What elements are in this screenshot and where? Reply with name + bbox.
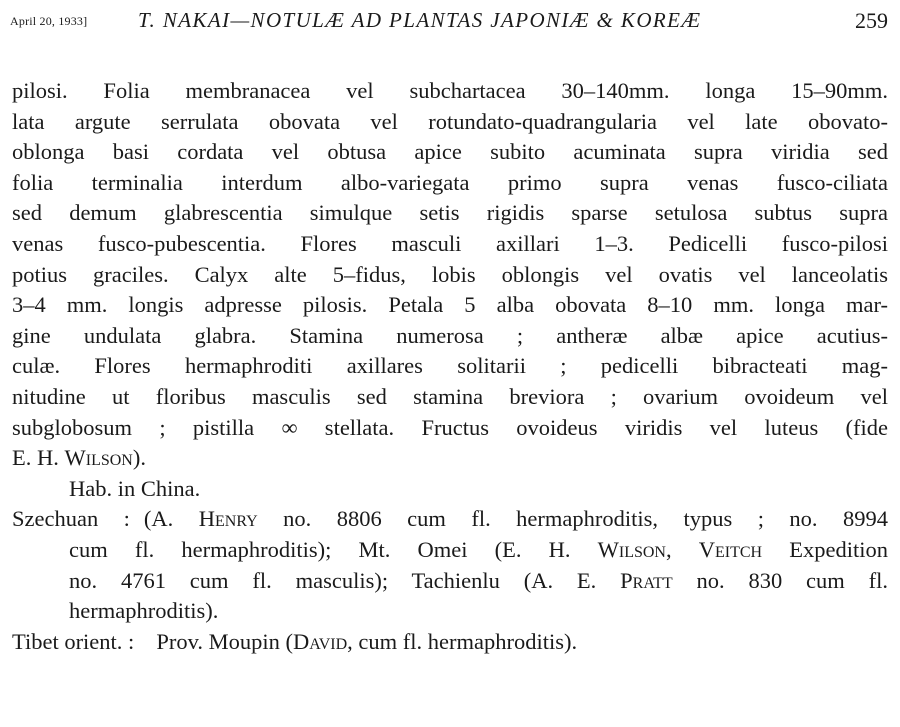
paragraph-line: venas fusco-pubescentia. Flores masculi axillari 1–3. Pedicelli fusco-pilosi: [12, 230, 888, 256]
paragraph-line: lata argute serrulata obovata vel rotundato-quadrangularia vel late obovato-: [12, 108, 888, 134]
paragraph-line: culæ. Flores hermaphroditi axillares solitarii ; pedicelli bibracteati mag-: [12, 353, 888, 379]
szechuan-line-1: [12, 504, 888, 535]
paragraph-end-prefix: E. H.: [12, 445, 65, 471]
paragraph-line: pilosi. Folia membranacea vel subchartacea 30–140mm. longa 15–90mm.: [12, 78, 888, 103]
citation-text: no. 4761 cum fl. masculis); Tachienlu (A. E.: [69, 567, 621, 593]
citation-text: Prov. Moupin (: [156, 628, 293, 654]
header-running-title: T. NAKAI—NOTULÆ AD PLANTAS JAPONIÆ & KOREÆ: [138, 8, 702, 32]
paragraph-line: folia terminalia interdum albo-variegata primo supra venas fusco-ciliata: [12, 169, 888, 195]
collector-name: David: [292, 628, 348, 654]
collector-name: Wilson: [597, 536, 666, 562]
collector-name: Pratt: [620, 567, 673, 593]
szechuan-line-4: hermaphroditis).: [69, 598, 219, 624]
header-date: April 20, 1933]: [10, 14, 88, 28]
citation-text: , cum fl. hermaphroditis).: [347, 628, 578, 654]
region-label-szechuan: Szechuan :: [12, 506, 130, 532]
citation-text: no. 830 cum fl.: [672, 567, 888, 593]
szechuan-line-2: [12, 535, 888, 566]
tibet-line: [12, 627, 888, 658]
szechuan-line-3: [12, 566, 888, 597]
paragraph-line: nitudine ut floribus masculis sed stamina breviora ; ovarium ovoideum vel: [12, 383, 888, 409]
habitat-line: Hab. in China.: [69, 475, 201, 501]
citation-text: no. 8806 cum fl. hermaphroditis, typus ; no. 8994: [257, 506, 888, 532]
collector-name: Wilson: [64, 445, 133, 471]
running-header: [10, 8, 888, 38]
paragraph-line: 3–4 mm. longis adpresse pilosis. Petala 5 alba obovata 8–10 mm. longa mar-: [12, 292, 888, 318]
region-label-tibet: Tibet orient. :: [12, 628, 135, 654]
paragraph-line: subglobosum ; pistilla ∞ stellata. Fructus ovoideus viridis vel luteus (fide: [12, 414, 888, 440]
paragraph-line: oblonga basi cordata vel obtusa apice subito acuminata supra viridia sed: [12, 139, 888, 165]
collector-name: Henry: [198, 506, 258, 532]
paragraph-line: potius graciles. Calyx alte 5–fidus, lobis oblongis vel ovatis vel lanceolatis: [12, 261, 888, 287]
citation-text: cum fl. hermaphroditis); Mt. Omei (E. H.: [69, 536, 598, 562]
paragraph-end-line: [12, 443, 888, 474]
paragraph-end-suffix: ).: [132, 445, 146, 471]
citation-text: (A.: [143, 506, 199, 532]
expedition-name: Veitch: [698, 536, 763, 562]
citation-text: Expedition: [762, 536, 888, 562]
paragraph-line: gine undulata glabra. Stamina numerosa ; antheræ albæ apice acutius-: [12, 322, 888, 348]
paragraph-line: sed demum glabrescentia simulque setis rigidis sparse setulosa subtus supra: [12, 200, 888, 226]
page-number: 259: [855, 8, 888, 33]
page-body: [12, 76, 888, 657]
citation-text: ,: [666, 536, 699, 562]
